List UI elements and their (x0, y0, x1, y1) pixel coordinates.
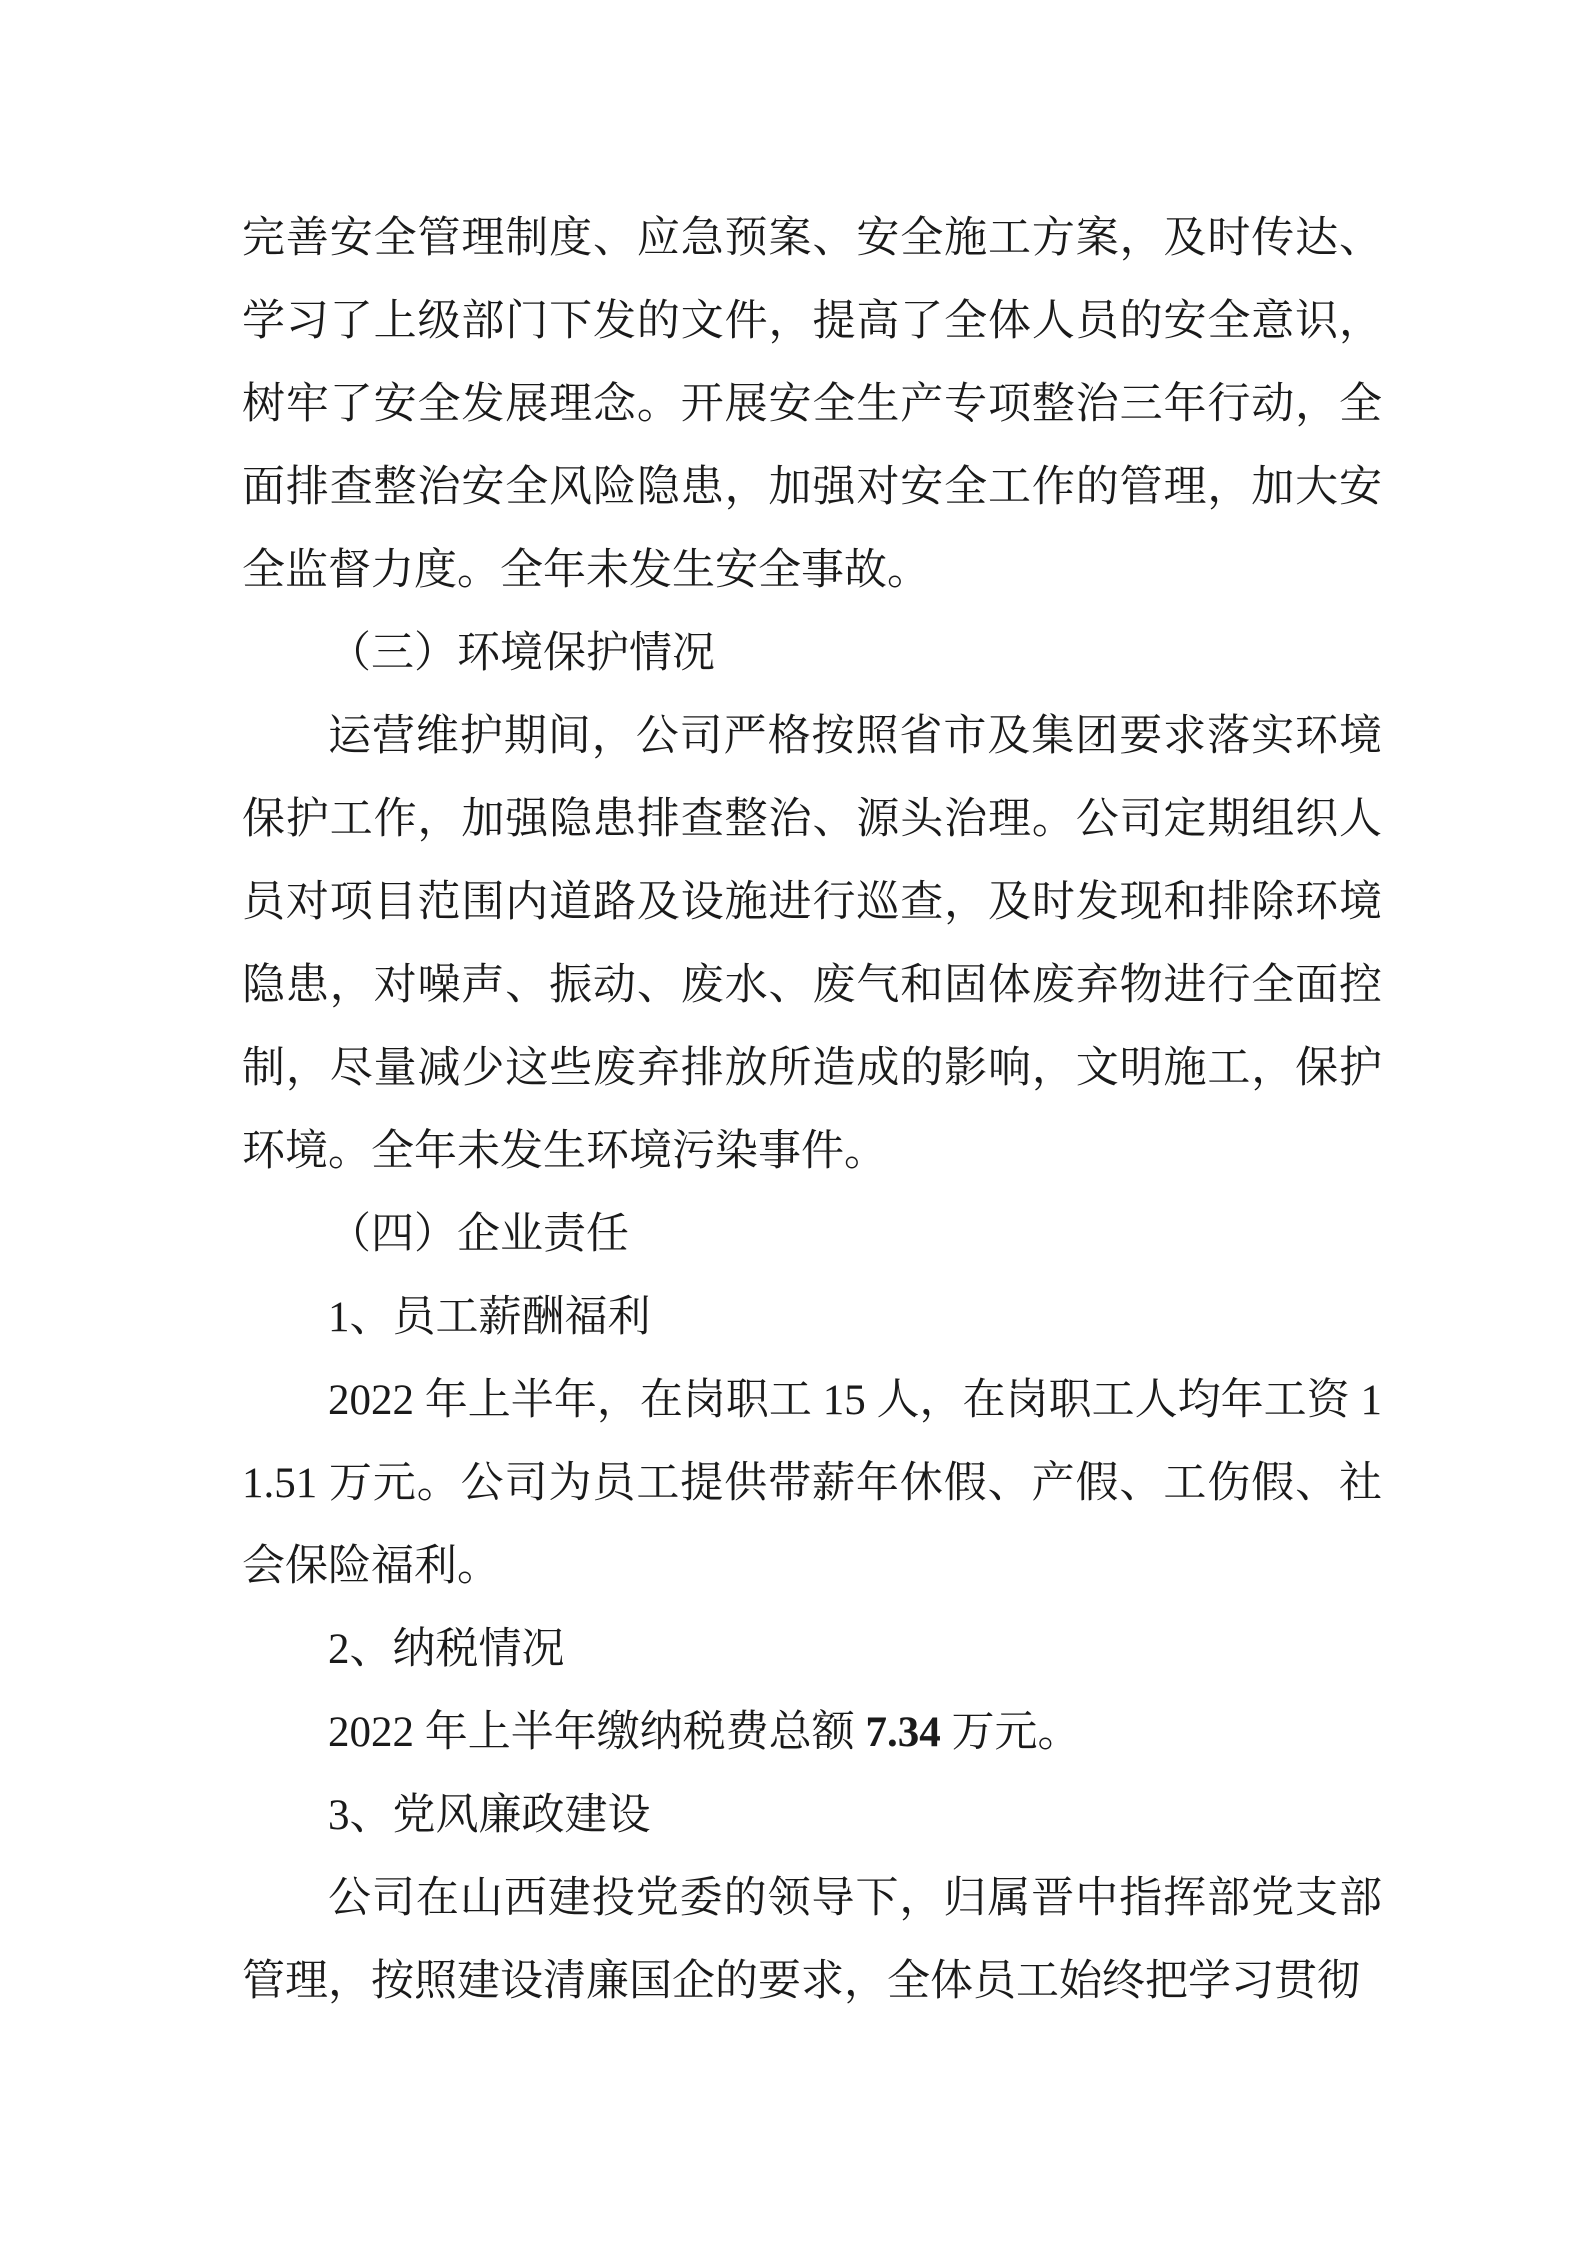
body-text-segment: 2022 年上半年缴纳税费总额 (328, 1709, 866, 1756)
section-heading: （四）企业责任 (328, 1211, 629, 1258)
page-text-block (242, 197, 1382, 2023)
numbered-subheading: 1、员工薪酬福利 (328, 1294, 651, 1341)
bold-amount-text: 7.34 (865, 1709, 941, 1756)
body-paragraph (242, 1691, 1382, 1774)
numbered-subheading: 2、纳税情况 (328, 1626, 565, 1673)
numbered-subheading: 3、党风廉政建设 (328, 1792, 651, 1839)
body-text-segment: 万元。 (940, 1709, 1081, 1756)
body-paragraph: 2022 年上半年，在岗职工 15 人，在岗职工人均年工资 11.51 万元。公司为员工提供带薪年休假、产假、工伤假、社会保险福利。 (242, 1377, 1382, 1590)
body-paragraph: 公司在山西建投党委的领导下，归属晋中指挥部党支部管理，按照建设清廉国企的要求，全体员工始终把学习贯彻 (242, 1875, 1382, 2005)
section-heading: （三）环境保护情况 (328, 630, 715, 677)
body-paragraph: 运营维护期间，公司严格按照省市及集团要求落实环境保护工作，加强隐患排查整治、源头治理。公司定期组织人员对项目范围内道路及设施进行巡查，及时发现和排除环境隐患，对噪声、振动、废水、废气和固体废弃物进行全面控制，尽量减少这些废弃排放所造成的影响，文明施工，保护环境。全年未发生环境污染事件。 (242, 713, 1382, 1175)
body-paragraph: 完善安全管理制度、应急预案、安全施工方案，及时传达、学习了上级部门下发的文件，提高了全体人员的安全意识，树牢了安全发展理念。开展安全生产专项整治三年行动，全面排查整治安全风险隐患，加强对安全工作的管理，加大安全监督力度。全年未发生安全事故。 (242, 215, 1382, 594)
